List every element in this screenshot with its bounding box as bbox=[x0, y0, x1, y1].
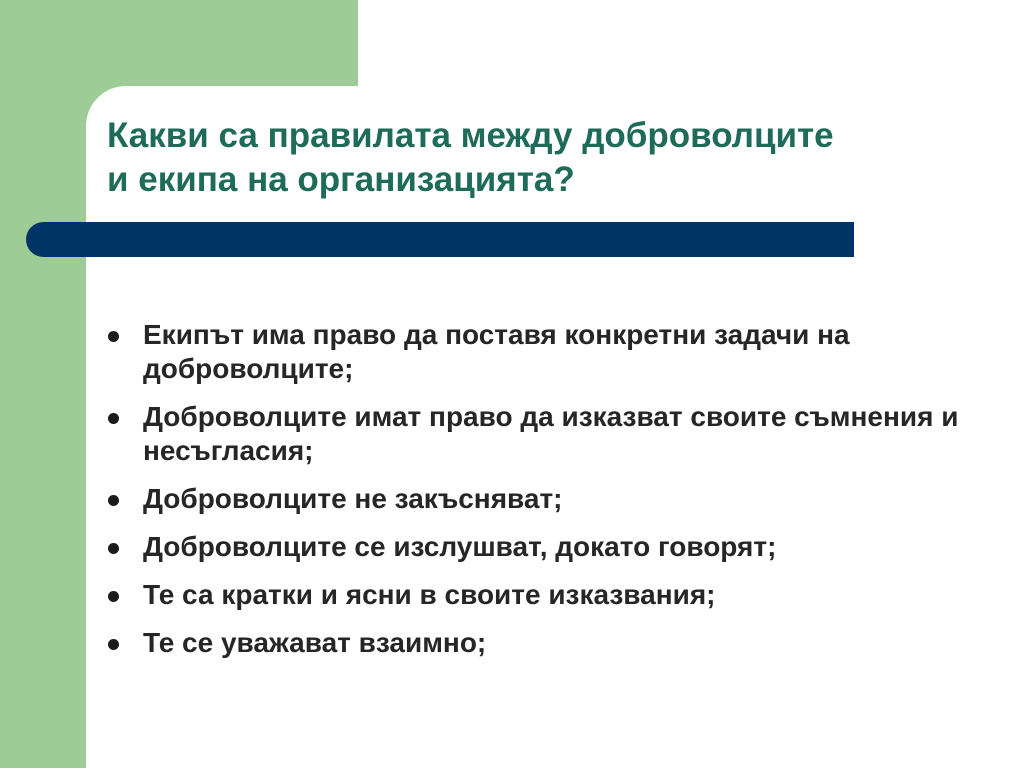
bullet-text: Доброволците имат право да изказват своите съмнения и несъгласия; bbox=[143, 401, 959, 466]
bullet-text: Те се уважават взаимно; bbox=[143, 627, 487, 658]
bullet-item bbox=[106, 530, 986, 564]
bullet-dot-icon bbox=[108, 639, 119, 650]
bullet-text: Те са кратки и ясни в своите изказвания; bbox=[143, 579, 716, 610]
bullet-text: Екипът има право да поставя конкретни задачи на доброволците; bbox=[143, 319, 850, 384]
title-line: и екипа на организацията? bbox=[107, 160, 575, 199]
bullet-dot-icon bbox=[108, 413, 119, 424]
bullet-dot-icon bbox=[108, 591, 119, 602]
bullet-list bbox=[106, 318, 986, 674]
bullet-text: Доброволците се изслушват, докато говорят; bbox=[143, 531, 777, 562]
slide-title bbox=[107, 114, 987, 202]
bullet-dot-icon bbox=[108, 495, 119, 506]
bullet-text: Доброволците не закъсняват; bbox=[143, 483, 563, 514]
bullet-dot-icon bbox=[108, 543, 119, 554]
bullet-item bbox=[106, 578, 986, 612]
bullet-item bbox=[106, 400, 986, 468]
title-divider-bar bbox=[26, 222, 854, 257]
bullet-item bbox=[106, 626, 986, 660]
bullet-dot-icon bbox=[108, 331, 119, 342]
title-line: Какви са правилата между доброволците bbox=[107, 116, 834, 155]
bullet-item bbox=[106, 482, 986, 516]
bullet-item bbox=[106, 318, 986, 386]
